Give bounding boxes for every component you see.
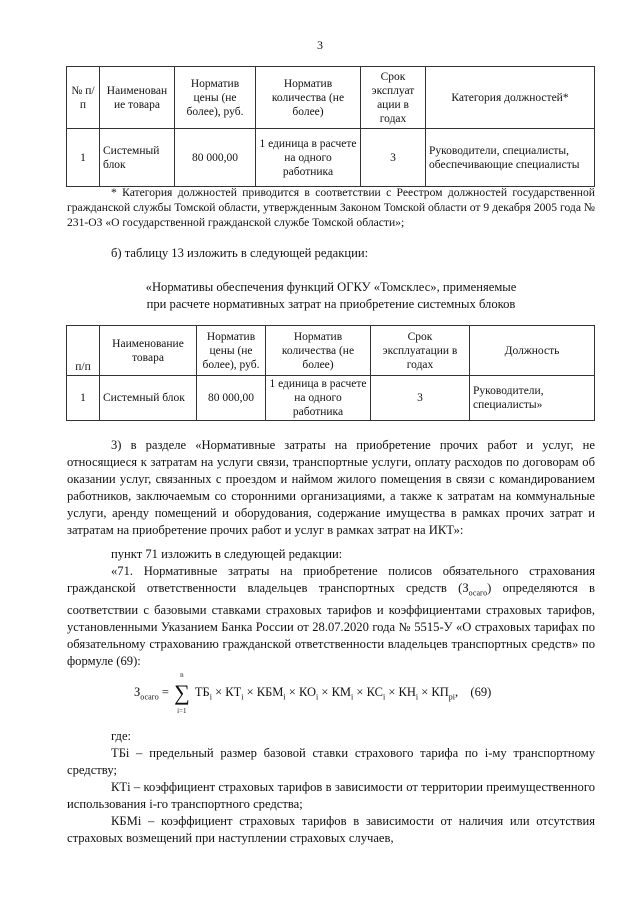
table-row <box>67 376 595 421</box>
formula-lhs-sub: осаго <box>140 692 159 702</box>
sum-symbol-icon: ∑ n i=1 <box>174 671 190 715</box>
table-cell: 1 <box>67 376 100 421</box>
header-cell: Норматив количества (не более) <box>256 67 361 129</box>
header-cell: Норматив количества (не более) <box>266 326 371 376</box>
table-cell: Руководители, специалисты, обеспечивающие специалисты <box>426 129 595 187</box>
paragraph-b: б) таблицу 13 изложить в следующей редакции: <box>111 246 369 260</box>
paragraph-71-text-a: «71. Нормативные затраты на приобретение полисов обязательного страхования гражданской ответственности владельцев транспортных средств (З <box>67 564 595 595</box>
formula-term: КН <box>398 684 416 699</box>
table-cell: 1 единица в расчете на одного работника <box>256 129 361 187</box>
formula-term: КМ <box>331 684 352 699</box>
formula-69: $З_{осаго}$ = ∑ n i=1 $ТБ_i \times КТ_i \times КБМ_i \times КО_i \times КМ_i \times КС_i \times КН_i \times КП_{pi}$, (69) <box>134 671 492 715</box>
formula-index: pi <box>448 692 456 702</box>
table-cell: 1 единица в расчете на одного работника <box>266 376 371 421</box>
formula-times: × <box>288 684 296 699</box>
formula-times: × <box>388 684 396 699</box>
formula-index: i <box>382 692 386 702</box>
paragraph-71 <box>67 563 595 670</box>
formula-term: ТБ <box>194 684 210 699</box>
table-header-row <box>67 326 595 376</box>
formula-number: (69) <box>470 684 492 699</box>
header-cell: Категория должностей* <box>426 67 595 129</box>
formula-lhs: З <box>134 684 141 699</box>
where-label: где: <box>111 729 132 743</box>
formula-times: × <box>215 684 223 699</box>
definition-kbm: КБМi – коэффициент страховых тарифов в зависимости от наличия или отсутствия страховых возмещений при наступлении страховых случаев, <box>67 814 595 845</box>
table-2-title-line-1: «Нормативы обеспечения функций ОГКУ «Томсклес», применяемые <box>145 280 517 294</box>
table-cell: 3 <box>371 376 470 421</box>
formula-times: × <box>356 684 364 699</box>
header-cell: Норматив цены (не более), руб. <box>197 326 266 376</box>
formula-times: × <box>321 684 329 699</box>
header-cell: Наименование товара <box>100 326 197 376</box>
formula-index: i <box>316 692 319 702</box>
definition-tb: ТБi – предельный размер базовой ставки страхового тарифа по i-му транспортному средству; <box>67 746 595 777</box>
table-row <box>67 129 595 187</box>
table-cell: Системный блок <box>100 376 197 421</box>
table-2-title-line-2: при расчете нормативных затрат на приобретение системных блоков <box>146 297 516 311</box>
paragraph-3: 3) в разделе «Нормативные затраты на приобретение прочих работ и услуг, не относящиеся к затратам на услуги связи, транспортные услуги, оплату расходов по договорам об оказании услуг, связанных с проездом и наймом жилого помещения в связи с командированием работников, заключаемым со сторонними организациями, а также к затратам на коммунальные услуги, аренду помещений и оборудования, содержание имущества в рамках прочих затрат и затратам на приобретение прочих работ и услуг в рамках затрат на ИКТ»: <box>67 438 595 537</box>
formula-times: × <box>246 684 254 699</box>
table-cell: 80 000,00 <box>175 129 256 187</box>
table-cell: Системный блок <box>100 129 175 187</box>
table-cell: 1 <box>67 129 100 187</box>
formula-term: КТ <box>225 684 242 699</box>
formula-index: i <box>209 692 212 702</box>
formula-times: × <box>421 684 429 699</box>
page-number: 3 <box>317 38 323 52</box>
header-cell: Наименован ие товара <box>100 67 175 129</box>
table-1 <box>66 66 595 187</box>
definition-kt: КТi – коэффициент страховых тарифов в зависимости от территории преимущественного использования i-го транспортного средства; <box>67 780 595 811</box>
paragraph-71-text-b: ) определяются в соответствии с базовыми ставками страховых тарифов и коэффициентами страховых тарифов, установленными Указанием Банка России от 28.07.2020 года № 5515-У «О страховых тарифах по обязательному страхованию гражданской ответственности владельцев транспортных средств» по формуле (69): <box>67 581 595 668</box>
formula-index: i <box>283 692 286 702</box>
sum-upper-limit: n <box>180 671 184 679</box>
table-2 <box>66 325 595 421</box>
header-cell: № п/п <box>67 67 100 129</box>
sum-lower-limit: i=1 <box>177 707 187 715</box>
formula-index: i <box>241 692 244 702</box>
table-header-row <box>67 67 595 129</box>
formula-term: КС <box>366 684 383 699</box>
header-cell: п/п <box>67 326 100 376</box>
paragraph-71-intro: пункт 71 изложить в следующей редакции: <box>111 547 343 561</box>
formula-term: КБМ <box>256 684 284 699</box>
formula-index: i <box>415 692 419 702</box>
header-cell: Срок эксплуатации в годах <box>371 326 470 376</box>
table-cell: 3 <box>361 129 426 187</box>
paragraph-71-sub: осаго <box>468 588 488 598</box>
header-cell: Должность <box>470 326 595 376</box>
footnote: * Категория должностей приводится в соответствии с Реестром должностей государственной гражданской службы Томской области, утвержденным Законом Томской области от 9 декабря 2005 года № 231-ОЗ «О государственной гражданской службе Томской области»; <box>67 186 595 229</box>
header-cell: Срок эксплуат ации в годах <box>361 67 426 129</box>
table-cell: Руководители, специалисты» <box>470 376 595 421</box>
formula-eq: = <box>161 684 169 699</box>
header-cell: Норматив цены (не более), руб. <box>175 67 256 129</box>
formula-index: i <box>351 692 354 702</box>
formula-term: КП <box>431 684 449 699</box>
table-cell: 80 000,00 <box>197 376 266 421</box>
formula-term: КО <box>298 684 317 699</box>
